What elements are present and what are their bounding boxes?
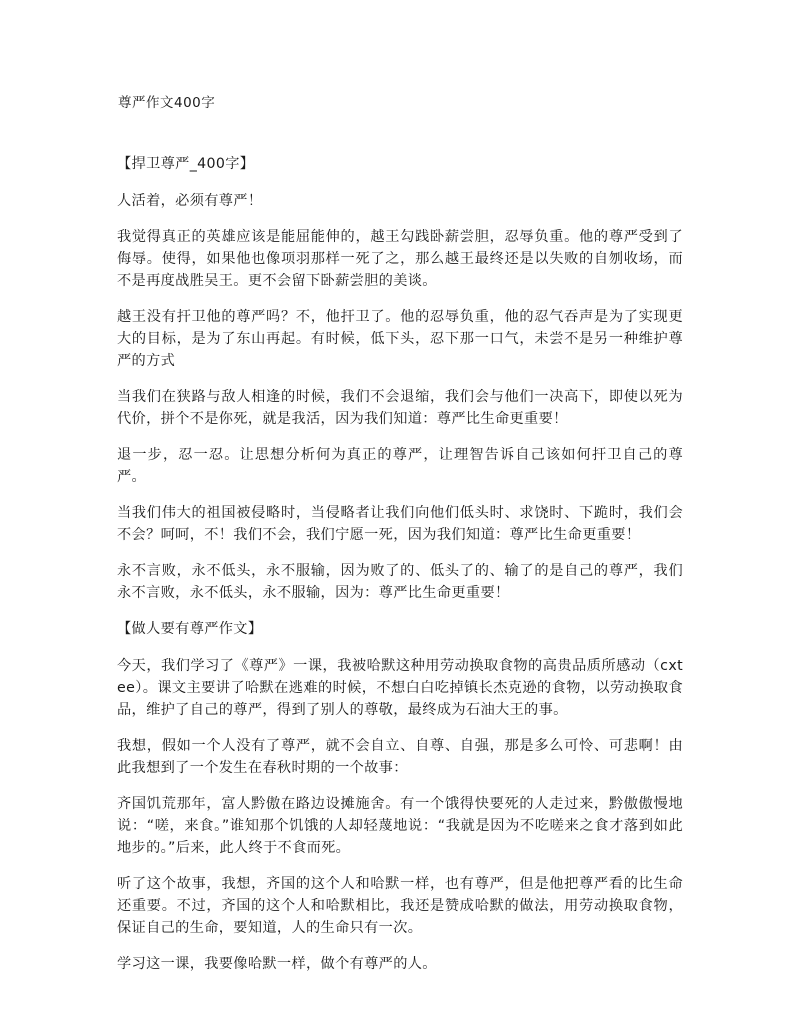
- paragraph: 齐国饥荒那年，富人黔傲在路边设摊施舍。有一个饿得快要死的人走过来，黔傲傲慢地说：“嗟，来食。”谁知那个饥饿的人却轻蔑地说：“我就是因为不吃嗟来之食才落到如此地步的。”后来，此人终于不食而死。: [117, 796, 683, 856]
- paragraph: 永不言败，永不低头，永不服输，因为败了的、低头了的、输了的是自己的尊严，我们永不言败，永不低头，永不服输，因为：尊严比生命更重要！: [117, 563, 683, 601]
- document-title: 尊严作文400字: [118, 95, 216, 111]
- document-body: [117, 153, 683, 989]
- paragraph: 听了这个故事，我想，齐国的这个人和哈默一样，也有尊严，但是他把尊严看的比生命还重要。不过，齐国的这个人和哈默相比，我还是赞成哈默的做法，用劳动换取食物，保证自己的生命，要知道，人的生命只有一次。: [117, 876, 683, 936]
- paragraph: 越王没有扞卫他的尊严吗？不，他扞卫了。他的忍辱负重，他的忍气吞声是为了实现更大的目标，是为了东山再起。有时候，低下头，忍下那一口气，未尝不是另一种维护尊严的方式: [117, 309, 683, 369]
- paragraph: 今天，我们学习了《尊严》一课，我被哈默这种用劳动换取食物的高贵品质所感动（cxtee）。课文主要讲了哈默在逃难的时候，不想白白吃掉镇长杰克逊的食物，以劳动换取食品，维护了自己的尊严，得到了别人的尊敬，最终成为石油大王的事。: [117, 658, 683, 718]
- paragraph: 我觉得真正的英雄应该是能屈能伸的，越王勾践卧薪尝胆，忍辱负重。他的尊严受到了侮辱。使得，如果他也像项羽那样一死了之，那么越王最终还是以失败的自刎收场，而不是再度战胜吴王。更不会留下卧薪尝胆的美谈。: [117, 229, 683, 289]
- paragraph: 当我们在狭路与敌人相逢的时候，我们不会退缩，我们会与他们一决高下，即使以死为代价，拼个不是你死，就是我活，因为我们知道：尊严比生命更重要！: [117, 389, 683, 427]
- section-heading: 【做人要有尊严作文】: [117, 621, 263, 637]
- paragraph: 退一步，忍一忍。让思想分析何为真正的尊严，让理智告诉自己该如何扞卫自己的尊严。: [117, 447, 683, 485]
- paragraph: 当我们伟大的祖国被侵略时，当侵略者让我们向他们低头时、求饶时、下跪时，我们会不会？呵呵，不！我们不会，我们宁愿一死，因为我们知道：尊严比生命更重要！: [117, 505, 683, 543]
- section-heading: 【捍卫尊严_400字】: [117, 156, 255, 172]
- paragraph: 我想，假如一个人没有了尊严，就不会自立、自尊、自强，那是多么可怜、可悲啊！由此我想到了一个发生在春秋时期的一个故事：: [117, 738, 683, 776]
- paragraph: 人活着，必须有尊严！: [117, 193, 263, 209]
- paragraph: 学习这一课，我要像哈默一样，做个有尊严的人。: [117, 956, 437, 972]
